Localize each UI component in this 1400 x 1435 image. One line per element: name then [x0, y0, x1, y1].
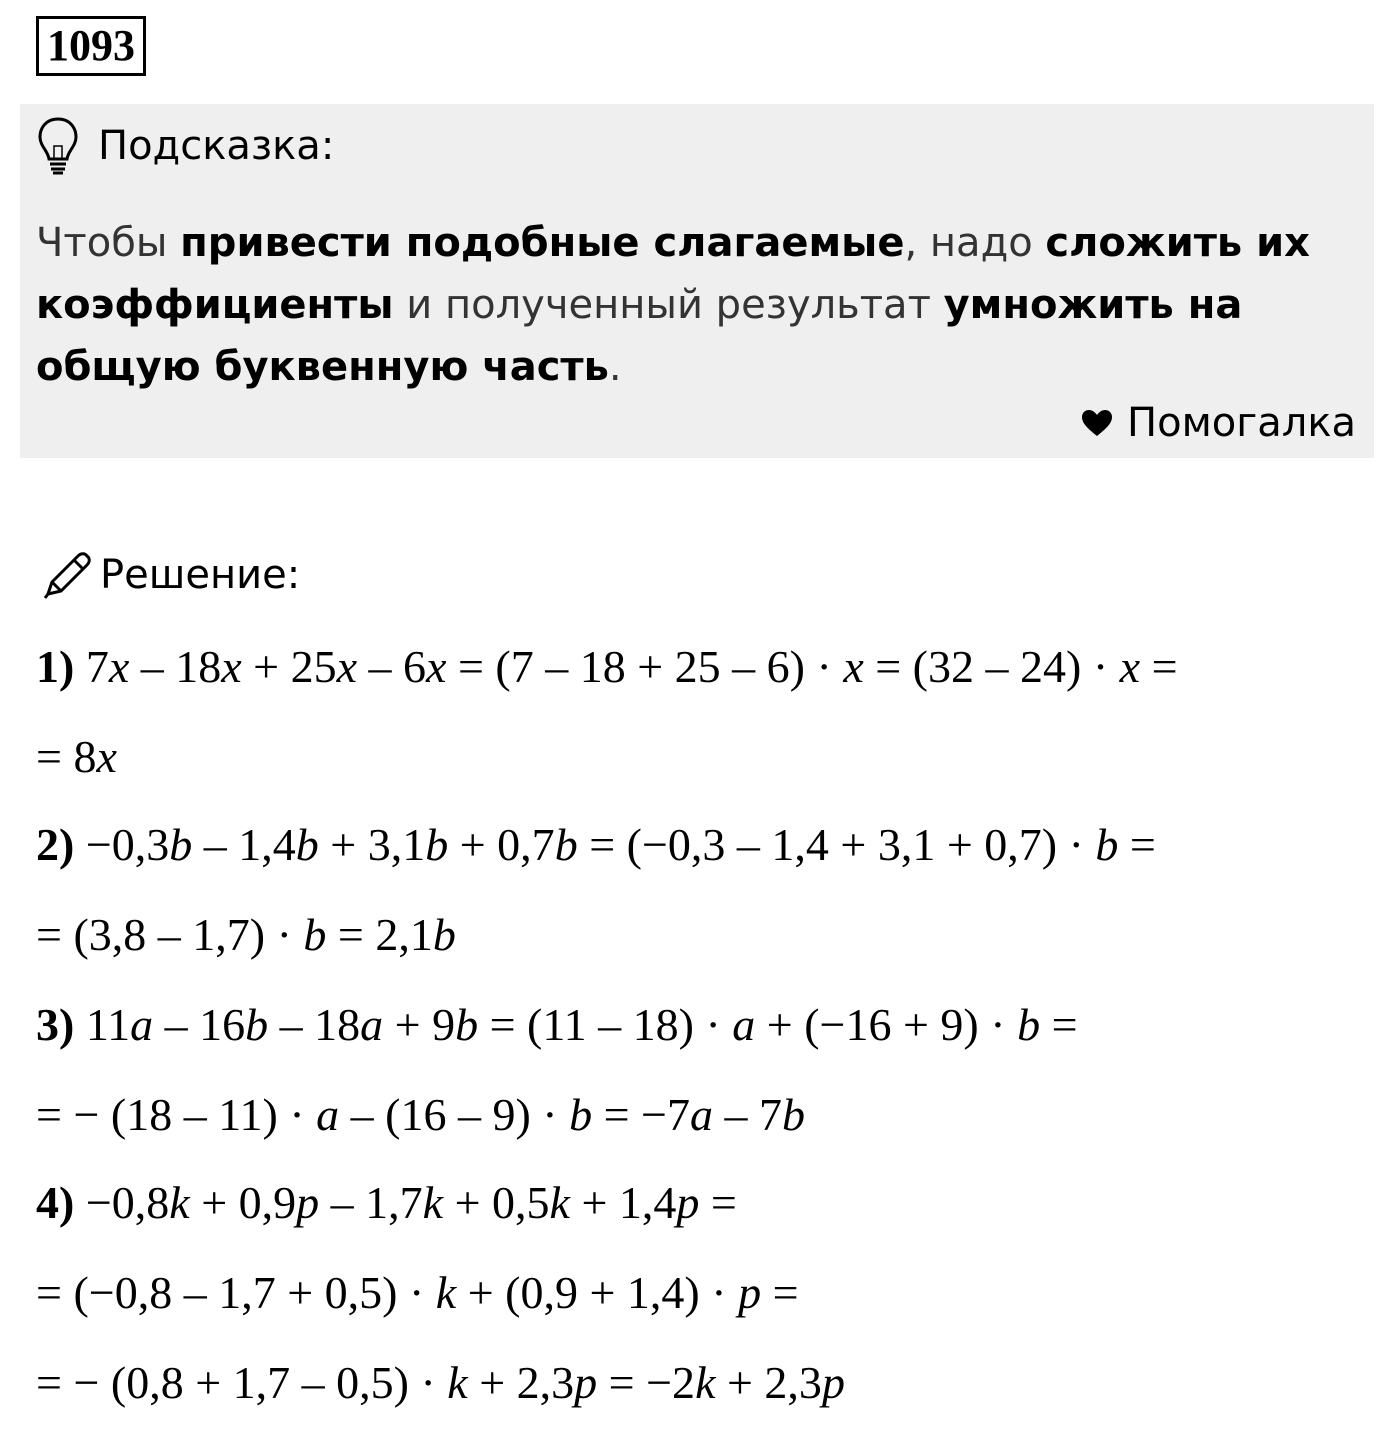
- pencil-icon: [40, 548, 94, 602]
- item-number: 4): [36, 1177, 75, 1228]
- solution-line: [36, 908, 456, 961]
- hint-text-part: .: [608, 344, 622, 390]
- heart-icon: [1081, 409, 1113, 437]
- item-number: 1): [36, 641, 75, 692]
- hint-header: [36, 116, 334, 176]
- hint-title: Подсказка:: [98, 123, 335, 169]
- solution-header: [40, 548, 300, 602]
- solution-line: [36, 640, 1178, 693]
- expression: = (−0,8 – 1,7 + 0,5) · k + (0,9 + 1,4) · p =: [36, 1267, 799, 1318]
- solution-line: [36, 1266, 799, 1319]
- solution-line: [36, 1088, 805, 1141]
- solution-line: [36, 998, 1078, 1051]
- credit: [1081, 400, 1356, 446]
- solution-title: Решение:: [100, 552, 301, 598]
- solution-line: [36, 818, 1156, 871]
- item-number: 2): [36, 819, 75, 870]
- hint-text-part: Чтобы: [36, 220, 181, 266]
- hint-text-part: и полученный результат: [393, 282, 944, 328]
- lightbulb-icon: [36, 116, 80, 176]
- expression: = − (0,8 + 1,7 – 0,5) · k + 2,3p = −2k + 2,3p: [36, 1357, 845, 1408]
- solution-line: [36, 1356, 845, 1409]
- expression: = (3,8 – 1,7) · b = 2,1b: [36, 909, 456, 960]
- solution-line: [36, 1176, 737, 1229]
- hint-text: [36, 212, 1356, 398]
- hint-text-bold: сложить их коэффициенты: [36, 220, 1310, 328]
- expression: = − (18 – 11) · a – (16 – 9) · b = −7a – 7b: [36, 1089, 805, 1140]
- solution-line: [36, 730, 117, 783]
- item-number: 3): [36, 999, 75, 1050]
- expression: −0,3b – 1,4b + 3,1b + 0,7b = (−0,3 – 1,4 + 3,1 + 0,7) · b =: [85, 819, 1156, 870]
- hint-text-bold: привести подобные слагаемые: [180, 220, 905, 266]
- expression: −0,8k + 0,9p – 1,7k + 0,5k + 1,4p =: [85, 1177, 737, 1228]
- task-number: 1093: [36, 16, 146, 76]
- credit-label: Помогалка: [1127, 400, 1356, 446]
- hint-text-part: , надо: [904, 220, 1046, 266]
- expression: 11a – 16b – 18a + 9b = (11 – 18) · a + (−16 + 9) · b =: [85, 999, 1078, 1050]
- expression: = 8x: [36, 731, 117, 782]
- hint-text-bold: умножить на общую буквенную часть: [36, 282, 1243, 390]
- hint-box: [20, 104, 1374, 458]
- expression: 7x – 18x + 25x – 6x = (7 – 18 + 25 – 6) · x = (32 – 24) · x =: [85, 641, 1178, 692]
